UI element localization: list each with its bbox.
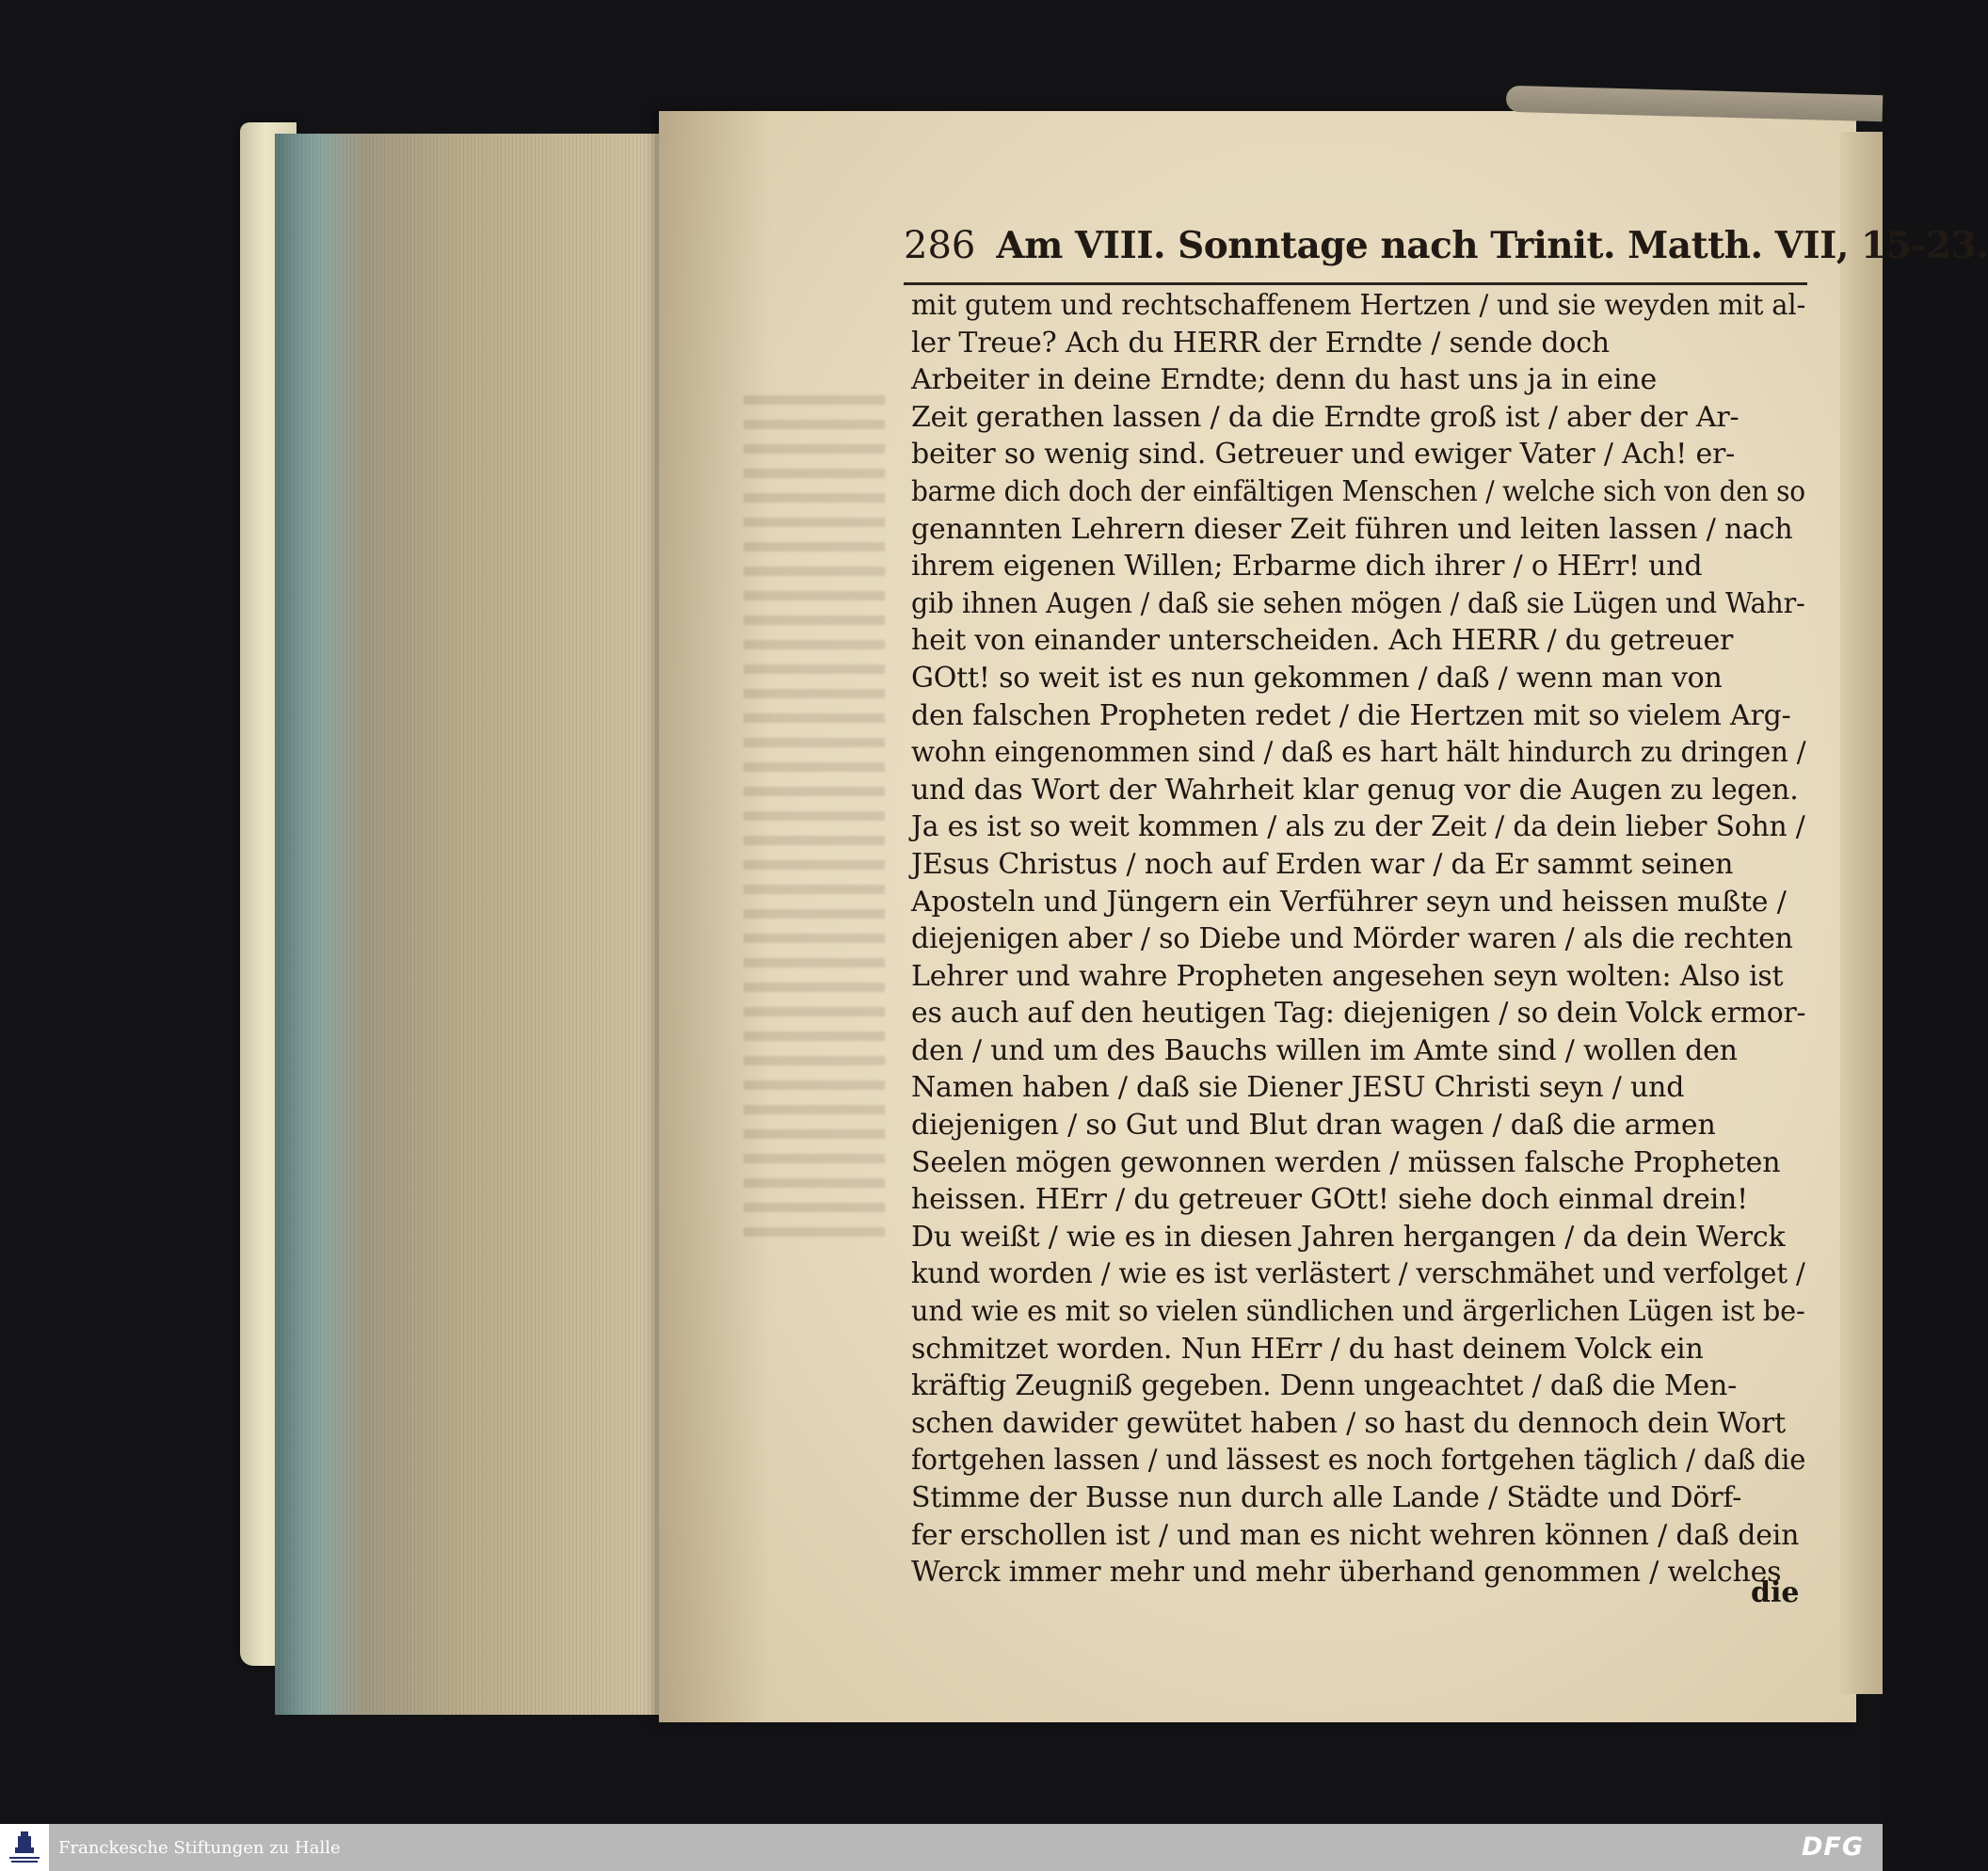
text-line: ler Treue? Ach du HERR der Erndte / sende doch (911, 326, 1610, 360)
text-line: schmitzet worden. Nun HErr / du hast deinem Volck ein (911, 1332, 1704, 1366)
page-number: 286 (904, 224, 976, 267)
institution-name[interactable]: Franckesche Stiftungen zu Halle (58, 1837, 341, 1858)
text-line: Lehrer und wahre Propheten angesehen seyn wolten: Also ist (911, 959, 1784, 993)
text-line: fortgehen lassen / und lässest es noch fortgehen täglich / daß die (911, 1444, 1806, 1478)
text-line: Seelen mögen gewonnen werden / müssen falsche Propheten (911, 1145, 1781, 1179)
body-text (911, 287, 1810, 1591)
text-line: Zeit gerathen lassen / da die Erndte groß ist / aber der Ar- (911, 400, 1740, 434)
text-line: kund worden / wie es ist verlästert / verschmähet und verfolget / (911, 1257, 1805, 1291)
running-head: Am VIII. Sonntage nach Trinit. Matth. VII, 15-23. (996, 224, 1988, 267)
text-line: ihrem eigenen Willen; Erbarme dich ihrer / o HErr! und (911, 550, 1703, 584)
text-line: Ja es ist so weit kommen / als zu der Zeit / da dein lieber Sohn / (911, 810, 1805, 844)
text-line: barme dich doch der einfältigen Menschen / welche sich von den so (911, 474, 1805, 508)
text-line: Arbeiter in deine Erndte; denn du hast uns ja in eine (911, 363, 1658, 397)
text-line: Werck immer mehr und mehr überhand genommen / welches (911, 1556, 1782, 1590)
text-line: gib ihnen Augen / daß sie sehen mögen / daß sie Lügen und Wahr- (911, 586, 1805, 620)
dfg-logo[interactable]: DFG (1801, 1832, 1864, 1862)
text-line: heissen. HErr / du getreuer GOtt! siehe doch einmal drein! (911, 1183, 1749, 1217)
text-line: JEsus Christus / noch auf Erden war / da Er sammt seinen (911, 847, 1734, 881)
text-line: mit gutem und rechtschaffenem Hertzen / und sie weyden mit al- (911, 289, 1806, 322)
institution-logo[interactable] (0, 1824, 49, 1871)
text-line: und das Wort der Wahrheit klar genug vor die Augen zu legen. (911, 773, 1799, 807)
text-line: diejenigen / so Gut und Blut dran wagen / daß die armen (911, 1109, 1716, 1143)
text-line: Du weißt / wie es in diesen Jahren hergangen / da dein Werck (911, 1220, 1786, 1254)
catchword: die (1751, 1576, 1800, 1609)
bleed-through-marginalia (744, 395, 885, 1242)
text-line: und wie es mit so vielen sündlichen und ärgerlichen Lügen ist be- (911, 1295, 1805, 1329)
text-line: genannten Lehrern dieser Zeit führen und leiten lassen / nach (911, 512, 1793, 546)
text-line: es auch auf den heutigen Tag: diejenigen / so dein Volck ermor- (911, 997, 1806, 1031)
text-line: beiter so wenig sind. Getreuer und ewiger Vater / Ach! er- (911, 438, 1736, 472)
text-line: GOtt! so weit ist es nun gekommen / daß / wenn man von (911, 661, 1723, 695)
viewer-footer-bar (0, 1824, 1883, 1871)
text-line: Stimme der Busse nun durch alle Lande / Städte und Dörf- (911, 1481, 1742, 1514)
text-line: Aposteln und Jüngern ein Verführer seyn und heissen mußte / (911, 885, 1787, 919)
text-line: kräftig Zeugniß gegeben. Denn ungeachtet / daß die Men- (911, 1369, 1738, 1403)
page-block-edge (275, 134, 680, 1715)
text-line: den / und um des Bauchs willen im Amte sind / wollen den (911, 1033, 1738, 1067)
page-header (904, 224, 1988, 285)
text-line: fer erschollen ist / und man es nicht wehren können / daß dein (911, 1518, 1800, 1552)
text-line: den falschen Propheten redet / die Hertzen mit so vielem Arg- (911, 698, 1791, 732)
text-line: diejenigen aber / so Diebe und Mörder waren / als die rechten (911, 922, 1793, 956)
text-line: Namen haben / daß sie Diener JESU Christi seyn / und (911, 1071, 1685, 1105)
text-line: schen dawider gewütet haben / so hast du dennoch dein Wort (911, 1406, 1786, 1440)
facing-page-edge (1840, 132, 1883, 1694)
text-line: wohn eingenommen sind / daß es hart hält hindurch zu dringen / (911, 736, 1806, 770)
text-line: heit von einander unterscheiden. Ach HERR / du getreuer (911, 624, 1734, 658)
francke-logo-icon (6, 1828, 43, 1867)
